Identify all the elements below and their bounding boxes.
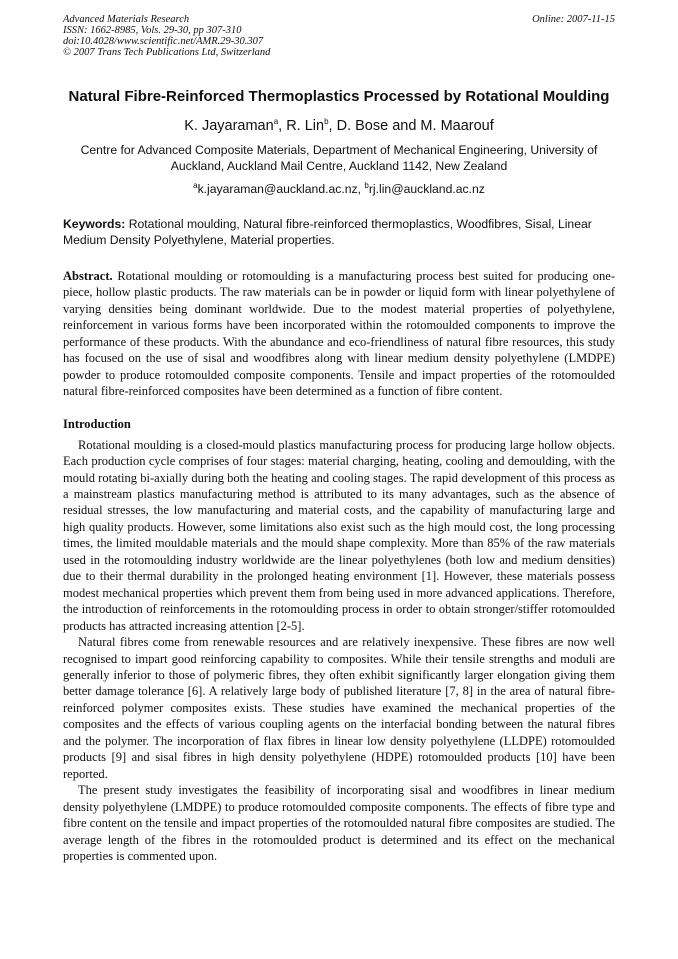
email-jayaraman: k.jayaraman@auckland.ac.nz — [197, 182, 358, 196]
author-sup-a: a — [273, 117, 279, 127]
issn-line: ISSN: 1662-8985, Vols. 29-30, pp 307-310 — [63, 25, 242, 36]
email-sup-b: b — [364, 180, 369, 190]
paper-title: Natural Fibre-Reinforced Thermoplastics Processed by Rotational Moulding — [68, 88, 610, 105]
abstract-label: Abstract. — [63, 269, 113, 283]
paper-page — [63, 14, 615, 864]
introduction-body — [63, 437, 615, 865]
affiliation: Centre for Advanced Composite Materials, Department of Mechanical Engineering, University of Auckland, Auckland Mail Centre, Auckland 1142, New Zealand — [80, 143, 598, 173]
email-line — [63, 181, 615, 197]
email-sup-a: a — [193, 180, 198, 190]
keywords — [63, 216, 615, 248]
keywords-label: Keywords: — [63, 217, 126, 231]
online-date: Online: 2007-11-15 — [532, 14, 615, 25]
author-rest: , D. Bose and M. Maarouf — [328, 118, 494, 134]
author-separator: , — [278, 118, 287, 134]
author-list — [63, 117, 615, 135]
author-jayaraman: K. Jayaraman — [184, 118, 274, 134]
author-lin: R. Lin — [286, 118, 325, 134]
journal-header — [63, 14, 615, 58]
abstract — [63, 268, 615, 400]
introduction-heading: Introduction — [63, 416, 131, 431]
keywords-text: Rotational moulding, Natural fibre-reinforced thermoplastics, Woodfibres, Sisal, Linear Medium Density Polyethylene, Material properties. — [63, 217, 592, 247]
copyright-line: © 2007 Trans Tech Publications Ltd, Switzerland — [63, 47, 271, 58]
intro-paragraph: Rotational moulding is a closed-mould plastics manufacturing process for producing large hollow objects. Each production cycle comprises of four stages: material charging, heating, cooling and demoulding, with the mould rotating bi-axially during both the heating and cooling stages. The rapid development of this process as a mainstream plastics manufacturing method is attributed to its many advantages, such as the absence of residual stresses, the low manufacturing and material costs, and the capability of manufacturing large and high quality products. However, some limitations also exist such as the high mould cost, the long processing times, the limited mouldable materials and the mould shape complexity. More than 85% of the raw materials used in the rotomoulding industry worldwide are the linear polyethylenes (both low and medium densities) due to their thermal durability in the prolonged heating environment [1]. However, these materials possess modest mechanical properties which prevent them from being used in more advanced applications. Therefore, the introduction of reinforcements in the rotomoulding process in order to obtain stronger/stiffer rotomoulded products has attracted increasing attention [2-5]. — [63, 437, 615, 633]
intro-paragraph: Natural fibres come from renewable resources and are relatively inexpensive. These fibres are now well recognised to impart good reinforcing capability to composites. While their tensile strengths and moduli are generally inferior to those of polymeric fibres, they often exhibit significantly larger elongation giving them better damage tolerance [6]. A relatively large body of published literature [7, 8] in the area of natural fibre-reinforced polymer composites exists. These studies have examined the mechanical properties of the composites and the effects of various coupling agents on the interfacial bonding between the natural fibres and the polymer. The incorporation of flax fibres in linear low density polyethylene (LLDPE) rotomoulded products [9] and sisal fibres in high density polyethylene (HDPE) rotomoulded products [10] have been reported. — [63, 635, 615, 781]
abstract-text: Rotational moulding or rotomoulding is a manufacturing process best suited for producing one-piece, hollow plastic products. The raw materials can be in powder or liquid form with linear polyethylene of varying densities being dominant worldwide. Due to the modest material properties of polyethylene, reinforcement in various forms have been incorporated within the rotomoulded components to improve the performance of these products. With the abundance and eco-friendliness of natural fibre resources, this study has focused on the use of sisal and woodfibres along with linear medium density polyethylene (LMDPE) powder to produce rotomoulded composite components. Tensile and impact properties of the rotomoulded natural fibre-reinforced composites have been determined as a function of fibre content. — [63, 269, 615, 399]
author-sup-b: b — [324, 117, 329, 127]
email-lin: rj.lin@auckland.ac.nz — [368, 182, 485, 196]
doi-line: doi:10.4028/www.scientific.net/AMR.29-30.307 — [63, 36, 264, 47]
email-separator: , — [357, 182, 365, 196]
journal-name: Advanced Materials Research — [63, 14, 190, 25]
intro-paragraph: The present study investigates the feasibility of incorporating sisal and woodfibres in linear medium density polyethylene (LMDPE) to produce rotomoulded composite components. The effects of fibre type and fibre content on the tensile and impact properties of the rotomoulded natural fibre composites are studied. The average length of the fibres in the rotomoulded product is determined and its effect on the mechanical properties is commented upon. — [63, 783, 615, 863]
